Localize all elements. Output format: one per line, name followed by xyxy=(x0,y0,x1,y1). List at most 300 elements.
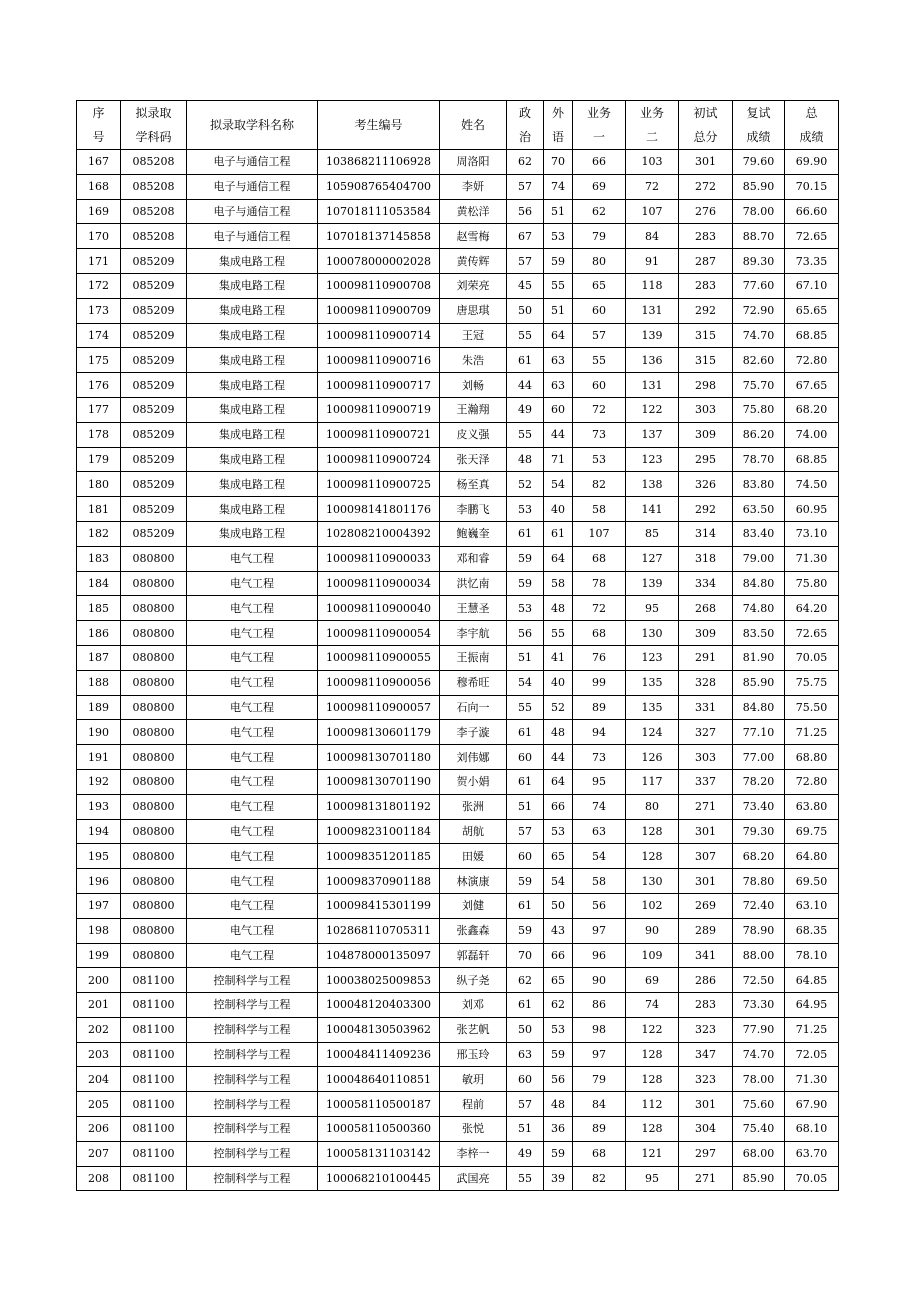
col-major-two-cell: 141 xyxy=(626,497,679,522)
col-subject-name-cell: 电气工程 xyxy=(187,695,318,720)
col-name-cell: 张鑫森 xyxy=(440,918,507,943)
col-retest-score-cell: 68.00 xyxy=(733,1141,785,1166)
col-subject-name-cell: 电气工程 xyxy=(187,670,318,695)
col-subject-code-cell: 085208 xyxy=(121,224,187,249)
col-name-cell: 赵雪梅 xyxy=(440,224,507,249)
col-retest-score-cell: 89.30 xyxy=(733,249,785,274)
col-politics-cell: 67 xyxy=(507,224,544,249)
col-candidate-id-cell: 100098141801176 xyxy=(318,497,440,522)
col-retest-score-cell: 75.40 xyxy=(733,1117,785,1142)
col-initial-total-cell: 287 xyxy=(679,249,733,274)
col-name-cell: 黄传辉 xyxy=(440,249,507,274)
col-serial-cell: 177 xyxy=(77,397,121,422)
col-candidate-id-cell: 100098130601179 xyxy=(318,720,440,745)
col-language-cell: 64 xyxy=(544,769,573,794)
col-subject-name-cell: 集成电路工程 xyxy=(187,298,318,323)
col-retest-score-cell: 84.80 xyxy=(733,571,785,596)
header-text: 初试 xyxy=(693,106,718,120)
col-name-cell: 李妍 xyxy=(440,174,507,199)
col-language-cell: 60 xyxy=(544,397,573,422)
header-col-name xyxy=(440,101,507,150)
col-serial-cell: 169 xyxy=(77,199,121,224)
col-subject-name-cell: 集成电路工程 xyxy=(187,521,318,546)
table-row xyxy=(77,645,839,670)
col-politics-cell: 53 xyxy=(507,596,544,621)
col-name-cell: 刘邓 xyxy=(440,993,507,1018)
col-major-two-cell: 137 xyxy=(626,422,679,447)
col-name-cell: 杨至真 xyxy=(440,472,507,497)
col-subject-code-cell: 081100 xyxy=(121,1067,187,1092)
col-politics-cell: 57 xyxy=(507,174,544,199)
col-major-two-cell: 112 xyxy=(626,1092,679,1117)
table-row xyxy=(77,695,839,720)
header-text: 学科码 xyxy=(135,130,172,144)
col-initial-total-cell: 318 xyxy=(679,546,733,571)
col-major-one-cell: 95 xyxy=(573,769,626,794)
col-retest-score-cell: 72.50 xyxy=(733,968,785,993)
col-serial-cell: 176 xyxy=(77,373,121,398)
col-subject-code-cell: 080800 xyxy=(121,670,187,695)
col-subject-code-cell: 085209 xyxy=(121,447,187,472)
col-retest-score-cell: 79.60 xyxy=(733,150,785,175)
col-language-cell: 61 xyxy=(544,521,573,546)
col-retest-score-cell: 83.40 xyxy=(733,521,785,546)
col-language-cell: 43 xyxy=(544,918,573,943)
col-major-one-cell: 63 xyxy=(573,819,626,844)
col-politics-cell: 61 xyxy=(507,521,544,546)
col-subject-code-cell: 085209 xyxy=(121,472,187,497)
col-subject-name-cell: 集成电路工程 xyxy=(187,497,318,522)
table-row xyxy=(77,893,839,918)
col-major-one-cell: 68 xyxy=(573,1141,626,1166)
col-retest-score-cell: 73.40 xyxy=(733,794,785,819)
col-politics-cell: 60 xyxy=(507,745,544,770)
col-retest-score-cell: 88.00 xyxy=(733,943,785,968)
col-candidate-id-cell: 102808210004392 xyxy=(318,521,440,546)
col-language-cell: 52 xyxy=(544,695,573,720)
col-subject-code-cell: 085208 xyxy=(121,150,187,175)
col-total-score-cell: 67.10 xyxy=(785,273,839,298)
col-major-two-cell: 135 xyxy=(626,695,679,720)
col-major-two-cell: 139 xyxy=(626,323,679,348)
col-initial-total-cell: 323 xyxy=(679,1017,733,1042)
col-retest-score-cell: 82.60 xyxy=(733,348,785,373)
col-name-cell: 胡航 xyxy=(440,819,507,844)
col-major-one-cell: 97 xyxy=(573,1042,626,1067)
col-total-score-cell: 74.50 xyxy=(785,472,839,497)
col-politics-cell: 45 xyxy=(507,273,544,298)
col-serial-cell: 180 xyxy=(77,472,121,497)
col-subject-name-cell: 电气工程 xyxy=(187,844,318,869)
col-subject-code-cell: 085209 xyxy=(121,273,187,298)
col-total-score-cell: 72.80 xyxy=(785,348,839,373)
col-total-score-cell: 64.95 xyxy=(785,993,839,1018)
col-politics-cell: 55 xyxy=(507,323,544,348)
col-total-score-cell: 68.35 xyxy=(785,918,839,943)
col-serial-cell: 192 xyxy=(77,769,121,794)
col-major-one-cell: 89 xyxy=(573,1117,626,1142)
col-politics-cell: 48 xyxy=(507,447,544,472)
col-major-two-cell: 127 xyxy=(626,546,679,571)
col-major-one-cell: 55 xyxy=(573,348,626,373)
col-retest-score-cell: 77.90 xyxy=(733,1017,785,1042)
header-col-candidate-id xyxy=(318,101,440,150)
col-major-two-cell: 122 xyxy=(626,1017,679,1042)
table-row xyxy=(77,348,839,373)
col-candidate-id-cell: 100098110900717 xyxy=(318,373,440,398)
col-major-one-cell: 107 xyxy=(573,521,626,546)
col-retest-score-cell: 78.20 xyxy=(733,769,785,794)
col-retest-score-cell: 77.00 xyxy=(733,745,785,770)
col-subject-code-cell: 080800 xyxy=(121,745,187,770)
col-major-one-cell: 80 xyxy=(573,249,626,274)
col-candidate-id-cell: 100098110900719 xyxy=(318,397,440,422)
col-politics-cell: 61 xyxy=(507,993,544,1018)
col-candidate-id-cell: 100098110900708 xyxy=(318,273,440,298)
col-candidate-id-cell: 103868211106928 xyxy=(318,150,440,175)
table-row xyxy=(77,1117,839,1142)
header-text: 一 xyxy=(592,130,605,144)
col-total-score-cell: 66.60 xyxy=(785,199,839,224)
col-initial-total-cell: 301 xyxy=(679,819,733,844)
table-header-row xyxy=(77,101,839,150)
col-major-one-cell: 90 xyxy=(573,968,626,993)
col-major-one-cell: 68 xyxy=(573,621,626,646)
col-subject-name-cell: 电气工程 xyxy=(187,571,318,596)
col-candidate-id-cell: 100048411409236 xyxy=(318,1042,440,1067)
table-row xyxy=(77,993,839,1018)
col-name-cell: 张天泽 xyxy=(440,447,507,472)
col-language-cell: 44 xyxy=(544,422,573,447)
col-serial-cell: 175 xyxy=(77,348,121,373)
col-candidate-id-cell: 100058110500360 xyxy=(318,1117,440,1142)
col-initial-total-cell: 327 xyxy=(679,720,733,745)
col-subject-code-cell: 081100 xyxy=(121,1166,187,1191)
col-language-cell: 65 xyxy=(544,844,573,869)
col-major-one-cell: 60 xyxy=(573,298,626,323)
col-initial-total-cell: 304 xyxy=(679,1117,733,1142)
col-major-one-cell: 60 xyxy=(573,373,626,398)
col-name-cell: 李鹏飞 xyxy=(440,497,507,522)
table-row xyxy=(77,273,839,298)
col-serial-cell: 194 xyxy=(77,819,121,844)
col-initial-total-cell: 301 xyxy=(679,869,733,894)
col-total-score-cell: 65.65 xyxy=(785,298,839,323)
col-serial-cell: 188 xyxy=(77,670,121,695)
col-initial-total-cell: 303 xyxy=(679,397,733,422)
col-retest-score-cell: 77.10 xyxy=(733,720,785,745)
col-subject-name-cell: 集成电路工程 xyxy=(187,422,318,447)
col-name-cell: 周洛阳 xyxy=(440,150,507,175)
col-retest-score-cell: 81.90 xyxy=(733,645,785,670)
col-serial-cell: 173 xyxy=(77,298,121,323)
col-initial-total-cell: 309 xyxy=(679,422,733,447)
table-row xyxy=(77,174,839,199)
col-initial-total-cell: 271 xyxy=(679,794,733,819)
col-candidate-id-cell: 100038025009853 xyxy=(318,968,440,993)
col-language-cell: 66 xyxy=(544,794,573,819)
header-text: 语 xyxy=(551,130,564,144)
col-name-cell: 李子漩 xyxy=(440,720,507,745)
col-language-cell: 64 xyxy=(544,546,573,571)
col-candidate-id-cell: 100098131801192 xyxy=(318,794,440,819)
col-candidate-id-cell: 100048130503962 xyxy=(318,1017,440,1042)
col-total-score-cell: 63.70 xyxy=(785,1141,839,1166)
col-initial-total-cell: 334 xyxy=(679,571,733,596)
header-text: 业务 xyxy=(639,106,664,120)
col-subject-name-cell: 集成电路工程 xyxy=(187,323,318,348)
col-name-cell: 张洲 xyxy=(440,794,507,819)
header-text: 复试 xyxy=(746,106,771,120)
col-language-cell: 54 xyxy=(544,472,573,497)
col-serial-cell: 203 xyxy=(77,1042,121,1067)
col-subject-code-cell: 080800 xyxy=(121,943,187,968)
col-language-cell: 56 xyxy=(544,1067,573,1092)
table-row xyxy=(77,720,839,745)
col-retest-score-cell: 78.70 xyxy=(733,447,785,472)
col-serial-cell: 174 xyxy=(77,323,121,348)
col-total-score-cell: 73.35 xyxy=(785,249,839,274)
col-serial-cell: 205 xyxy=(77,1092,121,1117)
col-serial-cell: 200 xyxy=(77,968,121,993)
col-language-cell: 71 xyxy=(544,447,573,472)
col-name-cell: 纵子尧 xyxy=(440,968,507,993)
col-name-cell: 刘荣亮 xyxy=(440,273,507,298)
col-language-cell: 62 xyxy=(544,993,573,1018)
col-major-one-cell: 58 xyxy=(573,869,626,894)
col-total-score-cell: 68.85 xyxy=(785,323,839,348)
col-subject-name-cell: 电气工程 xyxy=(187,819,318,844)
col-serial-cell: 182 xyxy=(77,521,121,546)
col-initial-total-cell: 283 xyxy=(679,224,733,249)
col-retest-score-cell: 83.80 xyxy=(733,472,785,497)
col-total-score-cell: 63.80 xyxy=(785,794,839,819)
col-initial-total-cell: 297 xyxy=(679,1141,733,1166)
col-retest-score-cell: 78.00 xyxy=(733,1067,785,1092)
table-row xyxy=(77,224,839,249)
table-row xyxy=(77,373,839,398)
table-row xyxy=(77,1092,839,1117)
col-major-two-cell: 131 xyxy=(626,298,679,323)
col-subject-name-cell: 控制科学与工程 xyxy=(187,993,318,1018)
col-initial-total-cell: 272 xyxy=(679,174,733,199)
col-major-one-cell: 62 xyxy=(573,199,626,224)
header-text: 拟录取学科名称 xyxy=(209,118,294,132)
table-row xyxy=(77,745,839,770)
col-major-one-cell: 56 xyxy=(573,893,626,918)
col-language-cell: 41 xyxy=(544,645,573,670)
col-retest-score-cell: 78.90 xyxy=(733,918,785,943)
header-text: 政 xyxy=(518,106,531,120)
header-col-serial xyxy=(77,101,121,150)
table-row xyxy=(77,844,839,869)
col-language-cell: 40 xyxy=(544,670,573,695)
col-major-one-cell: 82 xyxy=(573,1166,626,1191)
col-major-one-cell: 84 xyxy=(573,1092,626,1117)
col-major-one-cell: 79 xyxy=(573,224,626,249)
table-row xyxy=(77,1017,839,1042)
col-initial-total-cell: 301 xyxy=(679,1092,733,1117)
col-major-two-cell: 124 xyxy=(626,720,679,745)
col-subject-code-cell: 080800 xyxy=(121,869,187,894)
col-language-cell: 51 xyxy=(544,298,573,323)
col-politics-cell: 50 xyxy=(507,1017,544,1042)
col-subject-code-cell: 085209 xyxy=(121,373,187,398)
header-text: 拟录取 xyxy=(135,106,172,120)
col-major-two-cell: 128 xyxy=(626,844,679,869)
col-candidate-id-cell: 100098110900033 xyxy=(318,546,440,571)
col-name-cell: 武国亮 xyxy=(440,1166,507,1191)
header-col-major-one xyxy=(573,101,626,150)
col-subject-name-cell: 集成电路工程 xyxy=(187,447,318,472)
col-subject-name-cell: 电气工程 xyxy=(187,745,318,770)
col-subject-name-cell: 集成电路工程 xyxy=(187,348,318,373)
col-subject-name-cell: 控制科学与工程 xyxy=(187,1042,318,1067)
col-initial-total-cell: 292 xyxy=(679,298,733,323)
col-subject-code-cell: 081100 xyxy=(121,1042,187,1067)
col-major-two-cell: 123 xyxy=(626,447,679,472)
col-subject-name-cell: 控制科学与工程 xyxy=(187,1017,318,1042)
col-name-cell: 林演康 xyxy=(440,869,507,894)
col-name-cell: 石向一 xyxy=(440,695,507,720)
col-language-cell: 54 xyxy=(544,869,573,894)
col-major-one-cell: 86 xyxy=(573,993,626,1018)
col-politics-cell: 61 xyxy=(507,893,544,918)
col-subject-code-cell: 085209 xyxy=(121,397,187,422)
col-politics-cell: 61 xyxy=(507,348,544,373)
col-retest-score-cell: 78.00 xyxy=(733,199,785,224)
col-language-cell: 39 xyxy=(544,1166,573,1191)
col-retest-score-cell: 74.80 xyxy=(733,596,785,621)
col-name-cell: 张艺帆 xyxy=(440,1017,507,1042)
col-subject-code-cell: 085208 xyxy=(121,174,187,199)
table-row xyxy=(77,621,839,646)
col-major-two-cell: 130 xyxy=(626,869,679,894)
col-total-score-cell: 71.25 xyxy=(785,1017,839,1042)
col-major-one-cell: 76 xyxy=(573,645,626,670)
col-candidate-id-cell: 100098370901188 xyxy=(318,869,440,894)
col-total-score-cell: 78.10 xyxy=(785,943,839,968)
col-major-two-cell: 74 xyxy=(626,993,679,1018)
table-row xyxy=(77,422,839,447)
table-row xyxy=(77,869,839,894)
col-major-two-cell: 107 xyxy=(626,199,679,224)
col-language-cell: 55 xyxy=(544,273,573,298)
col-subject-name-cell: 控制科学与工程 xyxy=(187,1141,318,1166)
col-politics-cell: 50 xyxy=(507,298,544,323)
col-candidate-id-cell: 100098110900709 xyxy=(318,298,440,323)
col-major-two-cell: 84 xyxy=(626,224,679,249)
col-candidate-id-cell: 100098415301199 xyxy=(318,893,440,918)
col-total-score-cell: 74.00 xyxy=(785,422,839,447)
col-politics-cell: 52 xyxy=(507,472,544,497)
col-serial-cell: 184 xyxy=(77,571,121,596)
col-serial-cell: 195 xyxy=(77,844,121,869)
col-serial-cell: 202 xyxy=(77,1017,121,1042)
col-initial-total-cell: 298 xyxy=(679,373,733,398)
col-candidate-id-cell: 105908765404700 xyxy=(318,174,440,199)
col-retest-score-cell: 63.50 xyxy=(733,497,785,522)
table-row xyxy=(77,323,839,348)
col-politics-cell: 61 xyxy=(507,720,544,745)
col-total-score-cell: 63.10 xyxy=(785,893,839,918)
col-candidate-id-cell: 100048640110851 xyxy=(318,1067,440,1092)
col-serial-cell: 206 xyxy=(77,1117,121,1142)
col-initial-total-cell: 337 xyxy=(679,769,733,794)
col-retest-score-cell: 85.90 xyxy=(733,174,785,199)
col-serial-cell: 186 xyxy=(77,621,121,646)
col-subject-code-cell: 081100 xyxy=(121,1017,187,1042)
col-major-two-cell: 135 xyxy=(626,670,679,695)
col-name-cell: 穆希旺 xyxy=(440,670,507,695)
col-initial-total-cell: 314 xyxy=(679,521,733,546)
col-major-two-cell: 95 xyxy=(626,1166,679,1191)
col-major-one-cell: 72 xyxy=(573,397,626,422)
col-candidate-id-cell: 100098110900057 xyxy=(318,695,440,720)
col-candidate-id-cell: 100098130701190 xyxy=(318,769,440,794)
col-politics-cell: 55 xyxy=(507,422,544,447)
col-candidate-id-cell: 100058110500187 xyxy=(318,1092,440,1117)
col-serial-cell: 207 xyxy=(77,1141,121,1166)
col-subject-name-cell: 电子与通信工程 xyxy=(187,199,318,224)
col-subject-code-cell: 080800 xyxy=(121,596,187,621)
col-initial-total-cell: 269 xyxy=(679,893,733,918)
col-total-score-cell: 70.15 xyxy=(785,174,839,199)
col-candidate-id-cell: 100098110900724 xyxy=(318,447,440,472)
col-initial-total-cell: 347 xyxy=(679,1042,733,1067)
col-initial-total-cell: 307 xyxy=(679,844,733,869)
col-major-two-cell: 138 xyxy=(626,472,679,497)
col-subject-code-cell: 081100 xyxy=(121,993,187,1018)
col-total-score-cell: 72.65 xyxy=(785,621,839,646)
table-body xyxy=(77,150,839,1191)
col-initial-total-cell: 292 xyxy=(679,497,733,522)
admission-table xyxy=(76,100,839,1191)
col-politics-cell: 57 xyxy=(507,249,544,274)
col-candidate-id-cell: 100098110900055 xyxy=(318,645,440,670)
col-serial-cell: 185 xyxy=(77,596,121,621)
col-serial-cell: 208 xyxy=(77,1166,121,1191)
col-serial-cell: 181 xyxy=(77,497,121,522)
col-initial-total-cell: 315 xyxy=(679,323,733,348)
col-subject-code-cell: 080800 xyxy=(121,571,187,596)
col-serial-cell: 183 xyxy=(77,546,121,571)
col-name-cell: 程前 xyxy=(440,1092,507,1117)
header-text: 外 xyxy=(551,106,564,120)
col-retest-score-cell: 74.70 xyxy=(733,323,785,348)
col-total-score-cell: 68.80 xyxy=(785,745,839,770)
col-politics-cell: 59 xyxy=(507,869,544,894)
col-language-cell: 36 xyxy=(544,1117,573,1142)
col-subject-name-cell: 控制科学与工程 xyxy=(187,1092,318,1117)
col-name-cell: 刘伟娜 xyxy=(440,745,507,770)
header-text: 二 xyxy=(645,130,658,144)
col-politics-cell: 61 xyxy=(507,769,544,794)
col-total-score-cell: 60.95 xyxy=(785,497,839,522)
col-retest-score-cell: 75.70 xyxy=(733,373,785,398)
table-row xyxy=(77,447,839,472)
col-major-one-cell: 99 xyxy=(573,670,626,695)
col-name-cell: 刘健 xyxy=(440,893,507,918)
col-language-cell: 63 xyxy=(544,348,573,373)
col-subject-code-cell: 085209 xyxy=(121,521,187,546)
col-name-cell: 王冠 xyxy=(440,323,507,348)
table-row xyxy=(77,670,839,695)
col-candidate-id-cell: 107018111053584 xyxy=(318,199,440,224)
col-total-score-cell: 68.10 xyxy=(785,1117,839,1142)
col-serial-cell: 198 xyxy=(77,918,121,943)
col-candidate-id-cell: 107018137145858 xyxy=(318,224,440,249)
